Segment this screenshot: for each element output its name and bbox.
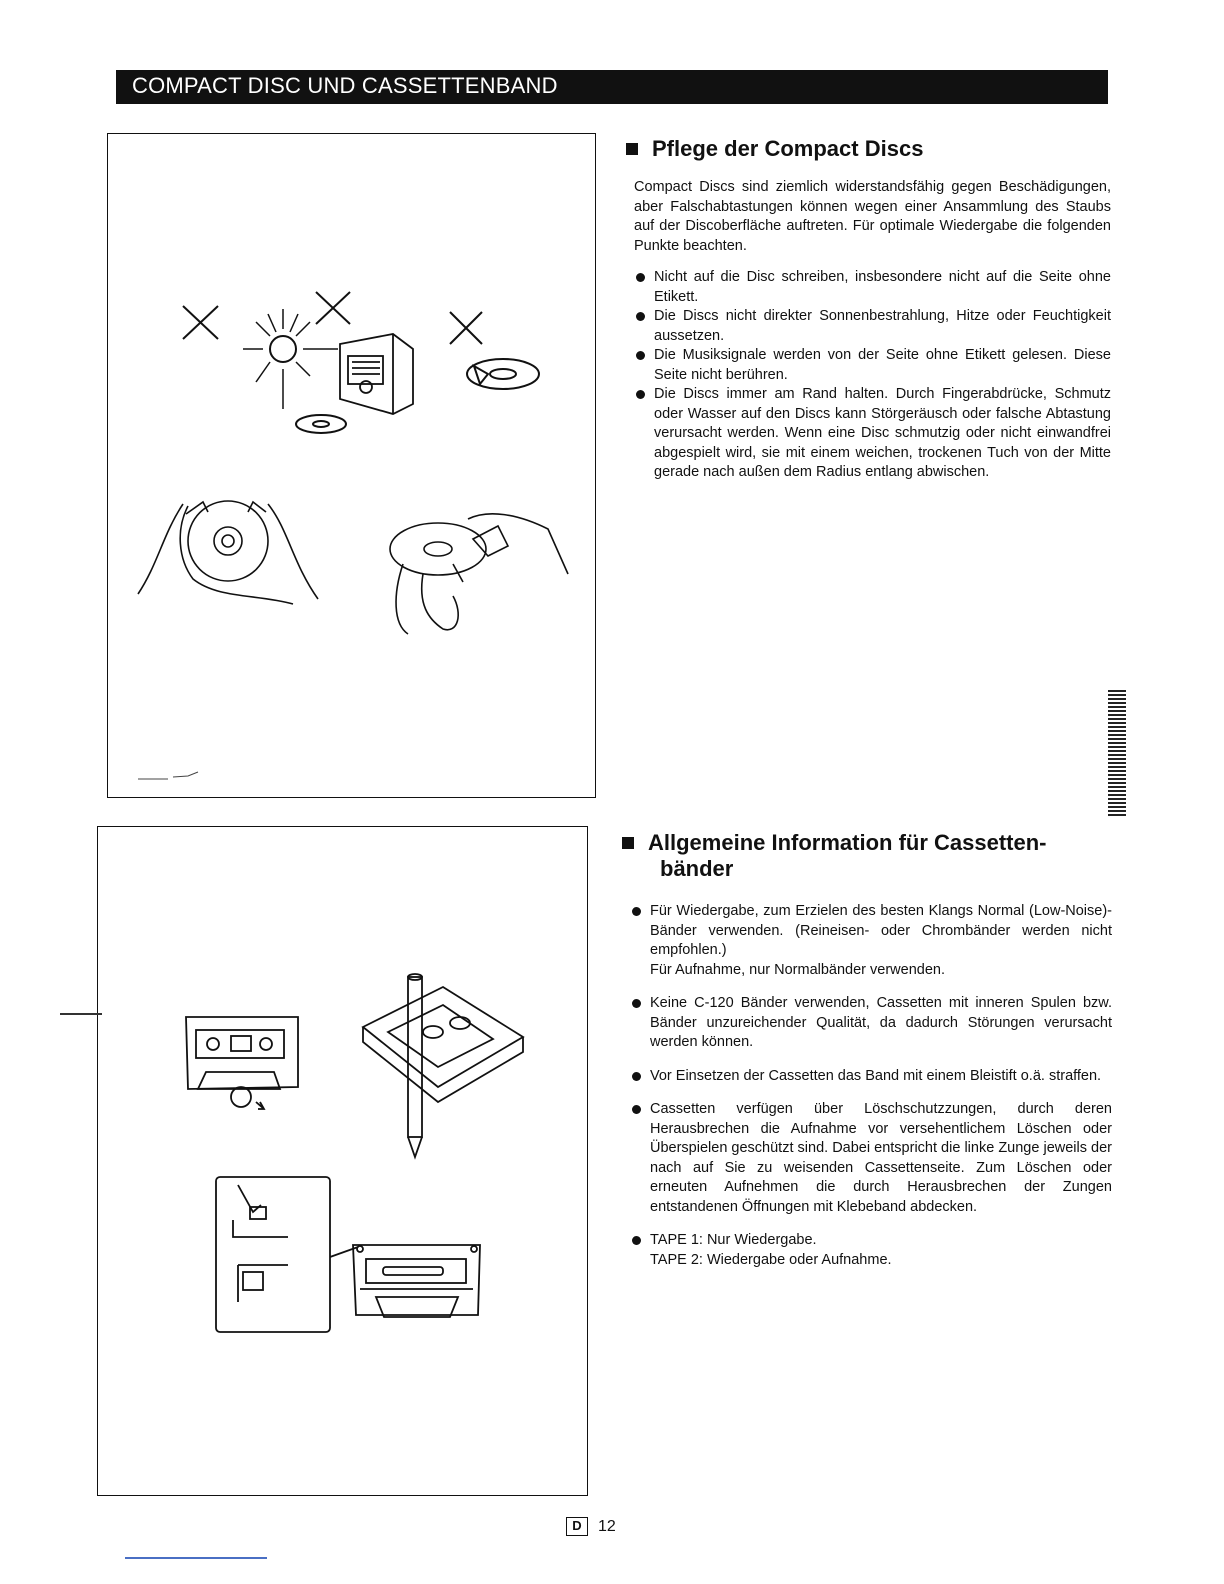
cassette-pencil-icon (363, 974, 523, 1157)
page-title: COMPACT DISC UND CASSETTENBAND (132, 73, 558, 98)
bullet-dot-icon (636, 390, 645, 399)
bullet-dot-icon (632, 1236, 641, 1245)
list-item: Die Discs immer am Rand halten. Durch Fingerabdrücke, Schmutz oder Wasser auf den Discs kann Störgeräusch oder falsche Abtastung verursacht werden. Wenn eine Disc schmutzig oder nicht einwandfrei abgespielt wird, sie mit einem weichen, trockenen Tuch von der Mitte gerade nach außen dem Radius entlang abwischen. (616, 385, 1111, 483)
cd-illustration-frame (107, 133, 596, 798)
cassette-info-heading: Allgemeine Information für Cassetten- bänder (612, 830, 1112, 882)
cd-care-list (616, 268, 1111, 483)
bullet-dot-icon (632, 1072, 641, 1081)
scan-line (125, 1557, 267, 1559)
cassette-back-icon (353, 1245, 480, 1317)
bullet-dot-icon (636, 351, 645, 360)
cd-care-section (616, 136, 1111, 483)
cassette-illustration-frame (97, 826, 588, 1496)
cd-care-intro: Compact Discs sind ziemlich widerstandsfähig gegen Beschädigungen, aber Falschabtastungen können wegen einer Ansammlung des Staubs auf der Discoberfläche auftreten. Für optimale Wiedergabe die folgenden Punkte beachten. (634, 179, 1111, 254)
cassette-info-list (612, 902, 1112, 1270)
bullet-dot-icon (632, 999, 641, 1008)
bullet-dot-icon (636, 273, 645, 282)
list-item: Nicht auf die Disc schreiben, insbesondere nicht auf die Seite ohne Etikett. (616, 268, 1111, 307)
square-bullet-icon (622, 837, 634, 849)
radio-icon (340, 334, 413, 414)
margin-mark (60, 1013, 102, 1015)
cassette-icon (186, 1017, 298, 1109)
list-item: Die Musiksignale werden von der Seite ohne Etikett gelesen. Diese Seite nicht berühren. (616, 346, 1111, 385)
square-bullet-icon (626, 143, 638, 155)
disc-icon (296, 415, 346, 433)
bullet-dot-icon (636, 312, 645, 321)
cd-care-heading: Pflege der Compact Discs (616, 136, 1111, 162)
page-number: 12 (598, 1517, 616, 1535)
list-item: Vor Einsetzen der Cassetten das Band mit einem Bleistift o.ä. straffen. (612, 1067, 1112, 1087)
erase-tab-icon (216, 1177, 358, 1332)
cd-care-illustration (108, 134, 597, 799)
header-bar (116, 70, 1108, 104)
sun-icon (270, 336, 296, 362)
cassette-care-illustration (98, 827, 589, 1497)
list-item: TAPE 1: Nur Wiedergabe. TAPE 2: Wiedergabe oder Aufnahme. (612, 1231, 1112, 1270)
page-footer (566, 1517, 616, 1536)
hands-holding-disc-icon (138, 501, 318, 604)
list-item: Cassetten verfügen über Löschschutzzungen, durch deren Herausbrechen die Aufnahme vor versehentlichem Löschen oder Überspielen geschützt sind. Dabei entspricht die linke Zunge jeweils der nach auf Sie zu weisenden Cassettenseite. Zum Löschen oder erneuten Aufnehmen die durch Herausbrechen der Zungen entstandenen Öffnungen mit Klebeband abdecken. (612, 1100, 1112, 1217)
bullet-dot-icon (632, 1105, 641, 1114)
language-badge: D (566, 1517, 588, 1536)
wiping-disc-icon (390, 514, 568, 634)
list-item: Keine C-120 Bänder verwenden, Cassetten mit inneren Spulen bzw. Bänder unzureichender Qualität, da dadurch Störungen verursacht werden können. (612, 994, 1112, 1053)
bullet-dot-icon (632, 907, 641, 916)
disc-icon (467, 359, 539, 389)
list-item: Für Wiedergabe, zum Erzielen des besten Klangs Normal (Low-Noise)-Bänder verwenden. (Reineisen- oder Chrombänder werden nicht empfohlen.) Für Aufnahme, nur Normalbänder verwenden. (612, 902, 1112, 980)
edge-marker (1108, 690, 1126, 820)
list-item: Die Discs nicht direkter Sonnenbestrahlung, Hitze oder Feuchtigkeit aussetzen. (616, 307, 1111, 346)
cassette-info-section (612, 830, 1112, 1284)
